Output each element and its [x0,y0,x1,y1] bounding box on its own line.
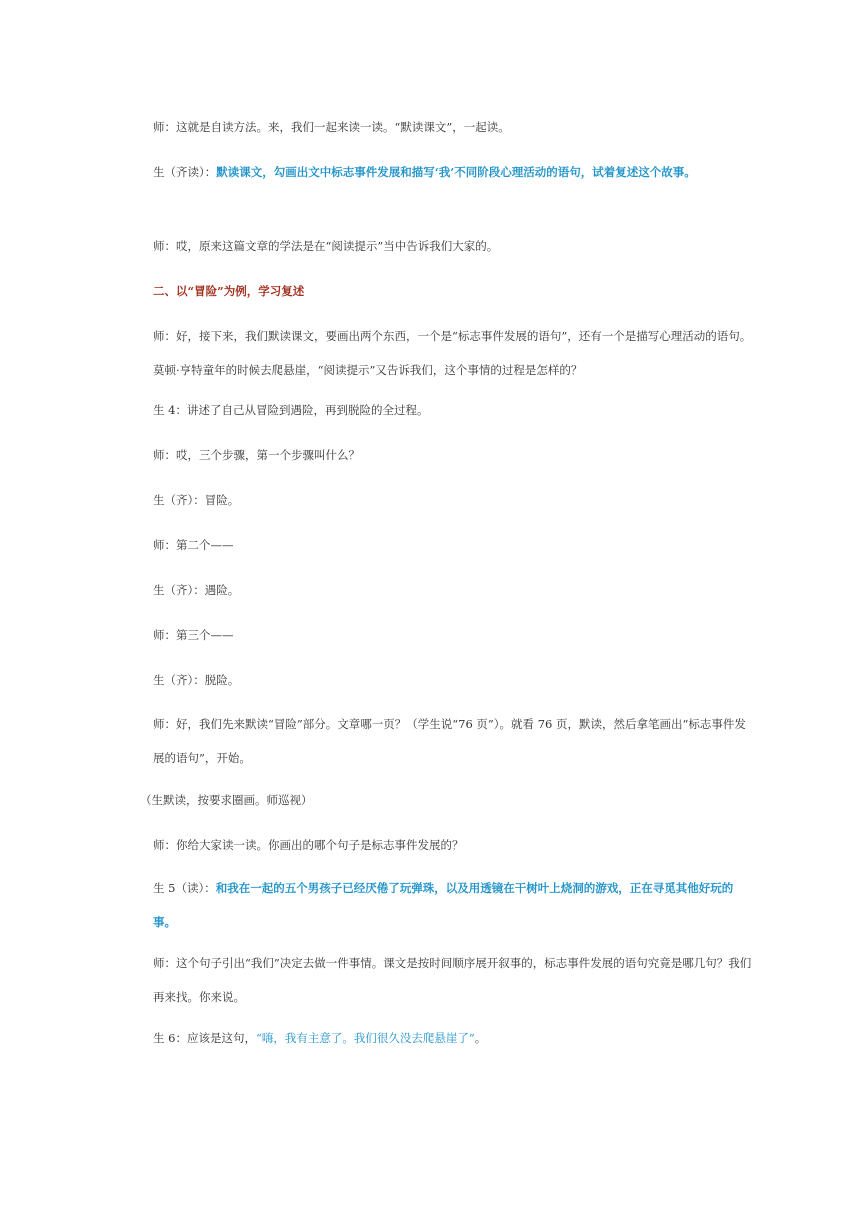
student-label: 生 5（读）： [153,881,216,895]
punctuation: 。 [474,1031,487,1045]
paragraph [131,483,753,517]
teacher-line: 师：哎，三个步骤，第一个步骤叫什么？ [153,448,360,462]
paragraph [131,828,753,862]
student-line: 生（齐）：遇险。 [153,583,240,597]
quoted-text: 和我在一起的五个男孩子已经厌倦了玩弹珠，以及用透镜在干树叶上烧洞的游戏，正在寻觅其他好玩的事。 [153,881,734,929]
paragraph [131,438,753,472]
teacher-line: 师：你给大家读一读。你画出的哪个句子是标志事件发展的？ [153,838,464,852]
student-label: 生 6：应该是这句， [153,1031,256,1045]
paragraph [131,393,753,427]
paragraph [131,663,753,697]
section-heading [131,274,753,308]
paragraph [131,110,753,144]
student-line: 生（齐）：冒险。 [153,493,240,507]
paragraph [131,946,753,1014]
section-heading-text: 二、以“冒险”为例，学习复述 [153,284,305,298]
paragraph [131,783,740,817]
teacher-line: 师：这就是自读方法。来，我们一起来读一读。“默读课文”，一起读。 [153,120,510,134]
stage-direction: （生默读，按要求圈画。师巡视） [140,793,313,807]
teacher-line: 师：好，我们先来默读“冒险”部分。文章哪一页？（学生说“76 页”）。就看 76 页，默读，然后拿笔画出“标志事件发展的语句”，开始。 [153,717,746,765]
student-line: 生 4：讲述了自己从冒险到遇险，再到脱险的全过程。 [153,403,429,417]
teacher-line: 师：这个句子引出“我们”决定去做一件事情。课文是按时间顺序展开叙事的，标志事件发展的语句究竟是哪几句？我们再来找。你来说。 [153,956,752,1004]
quoted-text: “嗨，我有主意了。我们很久没去爬悬崖了” [255,1031,475,1045]
teacher-line: 师：哎，原来这篇文章的学法是在“阅读提示”当中告诉我们大家的。 [153,239,499,253]
paragraph [131,1021,753,1055]
paragraph [131,229,753,263]
student-line: 生（齐）：脱险。 [153,673,240,687]
paragraph [131,707,753,775]
teacher-line: 师：第二个—— [153,538,234,552]
paragraph [131,528,753,562]
paragraph [131,573,753,607]
paragraph [131,871,753,939]
teacher-line: 师：好，接下来，我们默读课文，要画出两个东西，一个是“标志事件发展的语句”，还有一个是描写心理活动的语句。莫顿·亨特童年的时候去爬悬崖，“阅读提示”又告诉我们，这个事情的过程是怎样的？ [153,329,752,377]
paragraph [131,319,753,387]
paragraph [131,618,753,652]
quoted-text: 默读课文，勾画出文中标志事件发展和描写‘我’不同阶段心理活动的语句，试着复述这个故事。 [216,165,696,179]
paragraph [131,155,753,189]
student-label: 生（齐读）： [153,165,217,179]
teacher-line: 师：第三个—— [153,628,234,642]
